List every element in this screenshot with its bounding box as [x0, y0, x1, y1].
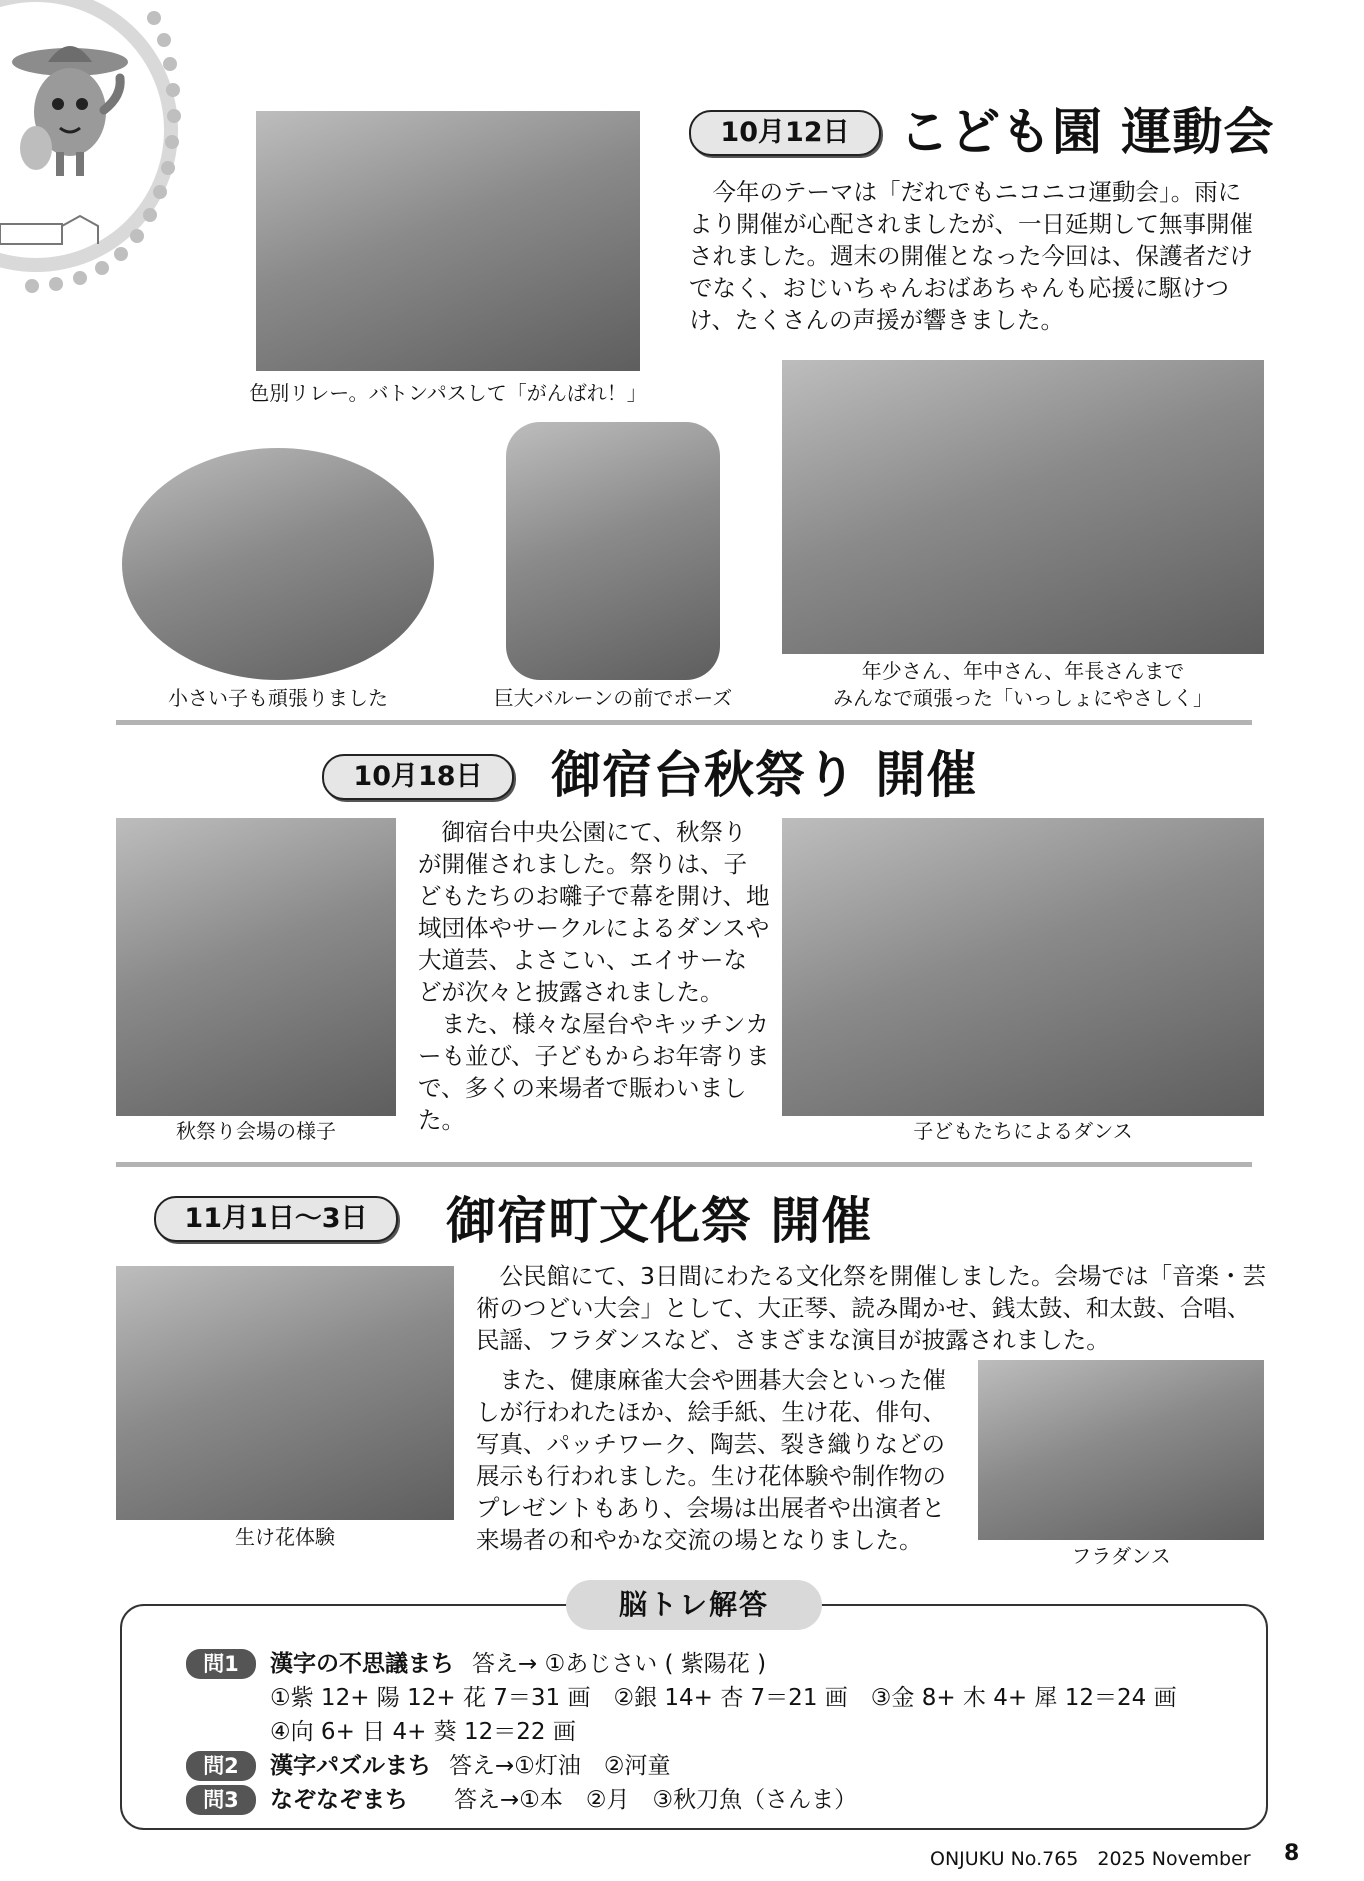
- section-divider-1: [116, 720, 1252, 725]
- section3-paragraph-2: また、健康麻雀大会や囲碁大会といった催しが行われたほか、絵手紙、生け花、俳句、写真、パッチワーク、陶芸、裂き織りなどの展示も行われました。生け花体験や制作物のプレゼントもあり、会場は出展者や出演者と来場者の和やかな交流の場となりました。: [476, 1366, 946, 1554]
- group-caption-line2: みんなで頑張った「いっしょにやさしく」: [833, 686, 1213, 710]
- group-photo: [782, 360, 1264, 654]
- q3-tag: 問3: [186, 1785, 256, 1815]
- ikebana-caption: 生け花体験: [235, 1525, 335, 1549]
- hula-photo: [978, 1360, 1264, 1540]
- section-divider-2: [116, 1162, 1252, 1167]
- q3-row: [186, 1784, 857, 1816]
- relay-photo: [256, 111, 640, 371]
- ikebana-photo: [116, 1266, 454, 1520]
- q1-tag: 問1: [186, 1649, 256, 1679]
- section1-date: 10月12日: [689, 110, 881, 156]
- section1-title: こども園 運動会: [899, 103, 1275, 161]
- small-child-photo: [122, 448, 434, 680]
- group-caption-line1: 年少さん、年中さん、年長さんまで: [861, 659, 1185, 683]
- q3-name: なぞなぞまち: [270, 1787, 408, 1813]
- q2-tag: 問2: [186, 1751, 256, 1781]
- section2-paragraph-1: 御宿台中央公園にて、秋祭りが開催されました。祭りは、子どもたちのお囃子で幕を開け、地域団体やサークルによるダンスや大道芸、よさこい、エイサーなどが次々と披露されました。: [418, 818, 770, 1006]
- kids-dance-caption: 子どもたちによるダンス: [913, 1119, 1133, 1143]
- section1-body: [689, 176, 1261, 336]
- brain-answers-title: 脳トレ解答: [566, 1580, 822, 1630]
- q1-answer: 答え→ ①あじさい ( 紫陽花 ): [472, 1651, 767, 1677]
- balloon-caption: 巨大バルーンの前でポーズ: [493, 686, 733, 710]
- section2-body: [418, 816, 770, 1136]
- section1-paragraph: 今年のテーマは「だれでもニコニコ運動会」。雨により開催が心配されましたが、一日延期して無事開催されました。週末の開催となった今回は、保護者だけでなく、おじいちゃんおばあちゃんも応援に駆けつけ、たくさんの声援が響きました。: [689, 178, 1253, 334]
- section3-paragraph-1: 公民館にて、3日間にわたる文化祭を開催しました。会場では「音楽・芸術のつどい大会」として、大正琴、読み聞かせ、銭太鼓、和太鼓、合唱、民謡、フラダンスなど、さまざまな演目が披露されました。: [476, 1262, 1266, 1354]
- festival-venue-caption: 秋祭り会場の様子: [176, 1119, 336, 1143]
- footer-issue: ONJUKU No.765 2025 November: [930, 1848, 1251, 1870]
- festival-venue-photo: [116, 818, 396, 1116]
- q1-detail-1: ①紫 12+ 陽 12+ 花 7＝31 画 ②銀 14+ 杏 7＝21 画 ③金 8+ 木 4+ 犀 12＝24 画: [270, 1685, 1177, 1711]
- q3-answer: 答え→①本 ②月 ③秋刀魚（さんま）: [454, 1787, 858, 1813]
- section3-body-bottom: [476, 1364, 964, 1556]
- q1-name: 漢字の不思議まち: [270, 1651, 454, 1677]
- section2-title: 御宿台秋祭り 開催: [551, 746, 978, 804]
- q2-row: [186, 1750, 671, 1782]
- section3-title: 御宿町文化祭 開催: [446, 1192, 873, 1250]
- page-number: 8: [1284, 1841, 1300, 1866]
- kids-dance-photo: [782, 818, 1264, 1116]
- relay-caption: 色別リレー。バトンパスして「がんばれ！」: [249, 381, 647, 405]
- q2-answer: 答え→①灯油 ②河童: [449, 1753, 671, 1779]
- q2-name: 漢字パズルまち: [270, 1753, 431, 1779]
- section2-paragraph-2: また、様々な屋台やキッチンカーも並び、子どもからお年寄りまで、多くの来場者で賑わいました。: [418, 1010, 770, 1134]
- section2-date: 10月18日: [322, 754, 514, 800]
- q1-detail-2: ④向 6+ 日 4+ 葵 12＝22 画: [270, 1719, 576, 1745]
- section3-body-top: [476, 1260, 1266, 1356]
- balloon-photo: [506, 422, 720, 680]
- q1-row: [186, 1648, 766, 1680]
- small-child-caption: 小さい子も頑張りました: [168, 686, 388, 710]
- section3-date: 11月1日〜3日: [154, 1196, 398, 1242]
- corner-decoration: [0, 0, 190, 300]
- hula-caption: フラダンス: [1071, 1544, 1171, 1568]
